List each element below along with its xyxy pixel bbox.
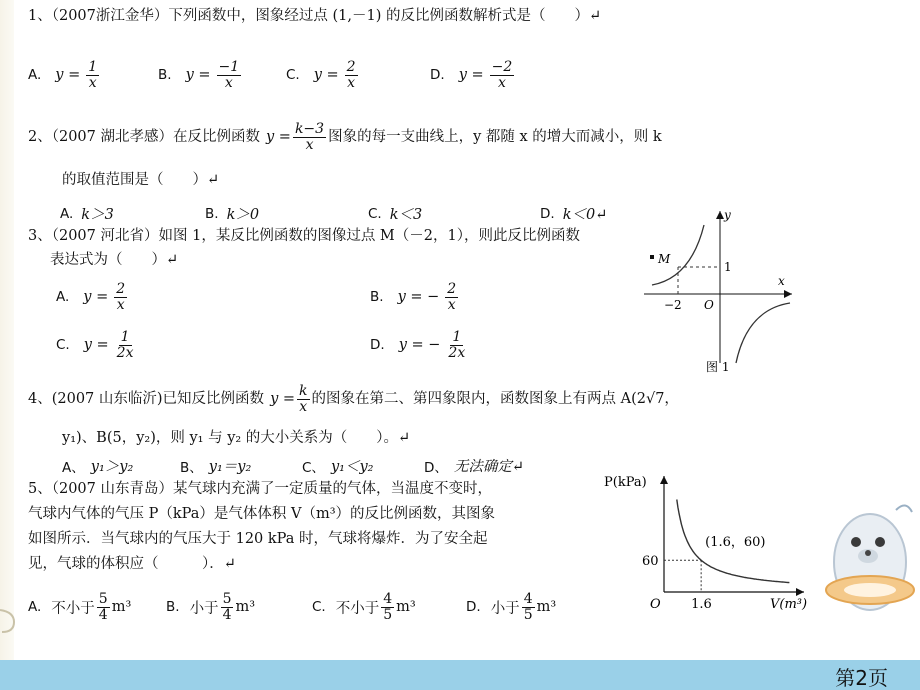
q3-curve-branch-4 — [736, 303, 790, 363]
q3-y-arrow — [716, 211, 724, 219]
q5-x-label: V(m³) — [770, 597, 808, 612]
q1-option-b-fraction: $\frac{-1}{x}$ — [218, 59, 240, 91]
q4-stem-post: 的图象在第二、第四象限内，函数图象上有两点 A(2√7， — [311, 390, 679, 407]
q3-option-b-lhs: y = − — [397, 289, 440, 306]
q3-tick-1: 1 — [724, 260, 732, 274]
q4-fraction: $\frac{k}{x}$ — [299, 383, 308, 415]
q3-option-b-fraction: $\frac{2}{x}$ — [447, 281, 457, 313]
q5-line-1: 5、（2007 山东青岛）某气球内充满了一定质量的气体，当温度不变时， — [28, 481, 492, 497]
q3-option-a[interactable] — [56, 282, 129, 312]
q3-option-c-fraction: $\frac{1}{2x}$ — [116, 329, 134, 361]
q4-option-a[interactable]: A、 y₁＞y₂ — [62, 459, 134, 476]
q3-option-b[interactable] — [370, 282, 460, 312]
q3-option-d[interactable] — [370, 330, 469, 360]
q5-y-arrow — [660, 476, 668, 484]
q3-stem-line2: 表达式为（ ）↵ — [50, 252, 179, 268]
q3-point-label: M — [658, 252, 671, 266]
q1-option-a-fraction: $\frac{1}{x}$ — [88, 59, 98, 91]
q5-y-tick: 60 — [642, 554, 659, 570]
q2-stem-pre: 2、（2007 湖北孝感）在反比例函数 — [28, 128, 260, 145]
q3-option-d-fraction: $\frac{1}{2x}$ — [448, 329, 466, 361]
q3-point-marker — [650, 255, 654, 259]
q4-option-d[interactable]: D、 无法确定↵ — [424, 459, 525, 476]
q5-x-tick: 1.6 — [691, 597, 712, 612]
q3-x-label: x — [778, 274, 785, 288]
q5-y-label: P(kPa) — [604, 475, 647, 490]
q2-function-lhs: y = — [266, 128, 291, 145]
q1-option-c-fraction: $\frac{2}{x}$ — [346, 59, 356, 91]
q1-option-a-lhs: y = — [55, 67, 81, 84]
q2-stem-line2: 的取值范围是（ ）↵ — [62, 172, 220, 188]
q3-option-a-label: A. — [56, 289, 70, 306]
q4-option-c[interactable]: C、 y₁＜y₂ — [302, 459, 374, 476]
q1-option-c[interactable] — [286, 60, 360, 90]
q1-option-a[interactable] — [28, 60, 101, 90]
q2-option-b[interactable]: B. k＞0 — [205, 205, 260, 223]
q3-option-c-label: C. — [56, 337, 70, 354]
q1-stem: 1、（2007浙江金华）下列函数中，图象经过点 (1,－1) 的反比例函数解析式是（ ）↵ — [28, 8, 602, 24]
q3-tick-neg2: −2 — [664, 298, 682, 312]
q4-stem-line2: y₁)、B(5，y₂)，则 y₁ 与 y₂ 的大小关系为（ ）。↵ — [62, 430, 411, 446]
q3-x-arrow — [784, 290, 792, 298]
q5-line-4: 见，气球的体积应（ ）．↵ — [28, 556, 236, 572]
q2-stem-post: 图象的每一支曲线上，y 都随 x 的增大而减小，则 k — [328, 128, 662, 145]
page-number: 第2页 — [835, 666, 888, 690]
q3-option-b-label: B. — [370, 289, 384, 306]
q5-option-d[interactable]: D. 小于 $\frac{4}{5}$ m³ — [466, 591, 557, 623]
q3-caption: 图 1 — [706, 360, 730, 374]
q3-figure — [644, 205, 796, 375]
q3-option-c-lhs: y = — [83, 337, 109, 354]
q1-option-d[interactable] — [430, 60, 516, 90]
left-margin-decoration — [0, 0, 14, 660]
q3-option-a-fraction: $\frac{2}{x}$ — [116, 281, 126, 313]
q5-origin: O — [650, 597, 661, 612]
q5-chart — [604, 468, 820, 624]
q2-option-c[interactable]: C. k＜3 — [368, 205, 423, 223]
q5-line-2: 气球内气体的气压 P（kPa）是气体体积 V（m³）的反比例函数，其图象 — [28, 506, 496, 522]
q5-line-3: 如图所示．当气球内的气压大于 120 kPa 时，气球将爆炸．为了安全起 — [28, 531, 488, 547]
q1-option-b[interactable] — [158, 60, 243, 90]
q1-option-d-fraction: $\frac{-2}{x}$ — [491, 59, 513, 91]
seal-mascot-illustration — [822, 490, 920, 650]
q5-x-arrow — [796, 588, 804, 596]
q3-option-c[interactable] — [56, 330, 137, 360]
corner-spiral-decoration — [0, 600, 18, 640]
q5-option-c[interactable]: C. 不小于 $\frac{4}{5}$ m³ — [312, 591, 416, 623]
q1-option-b-label: B. — [158, 67, 172, 84]
q5-option-a[interactable]: A. 不小于 $\frac{5}{4}$ m³ — [28, 591, 132, 623]
q4-option-b[interactable]: B、 y₁＝y₂ — [180, 459, 252, 476]
q1-option-a-label: A. — [28, 67, 42, 84]
q3-stem: 3、（2007 河北省）如图 1，某反比例函数的图像过点 M（－2，1），则此反比例函数 — [28, 228, 580, 244]
q3-option-d-label: D. — [370, 337, 385, 354]
q2-option-a[interactable]: A. k＞3 — [60, 205, 114, 223]
q4-function-lhs: y = — [270, 390, 296, 407]
q1-option-d-label: D. — [430, 67, 445, 84]
q4-stem-pre: 4、(2007 山东临沂)已知反比例函数 — [28, 390, 265, 407]
q1-option-d-lhs: y = — [458, 67, 484, 84]
q3-origin: O — [704, 298, 714, 312]
q4-stem — [28, 384, 679, 414]
q3-option-d-lhs: y = − — [398, 337, 441, 354]
q3-option-a-lhs: y = — [83, 289, 109, 306]
footer-bar — [0, 660, 920, 690]
q2-fraction: $\frac{k-3}{x}$ — [294, 121, 325, 153]
q1-option-c-lhs: y = — [313, 67, 339, 84]
q1-option-b-lhs: y = — [185, 67, 211, 84]
q5-point-label: (1.6，60) — [705, 535, 766, 551]
q1-option-c-label: C. — [286, 67, 300, 84]
q5-option-b[interactable]: B. 小于 $\frac{5}{4}$ m³ — [166, 591, 256, 623]
q2-option-d[interactable]: D. k＜0↵ — [540, 205, 608, 223]
q3-y-label: y — [724, 208, 731, 222]
q2-stem — [28, 122, 662, 152]
